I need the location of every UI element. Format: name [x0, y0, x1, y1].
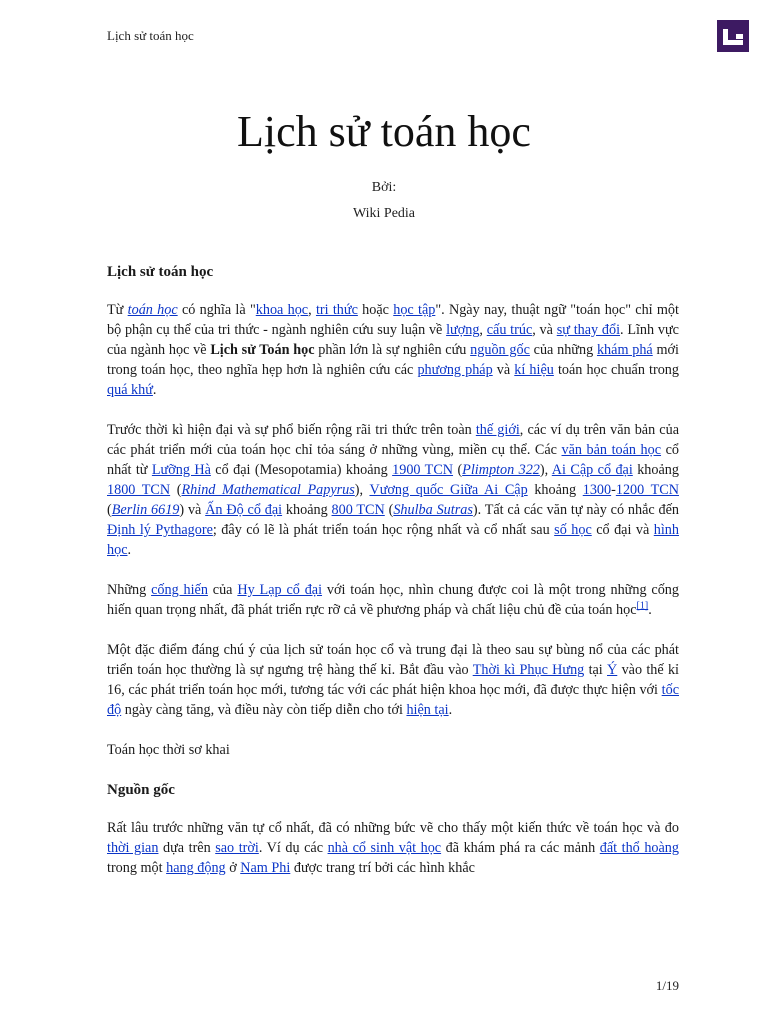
- link-toc-do[interactable]: tốc độ: [107, 682, 679, 718]
- paragraph-intro: Từ toán học có nghĩa là "khoa học, tri thức hoặc học tập". Ngày nay, thuật ngữ "toán học" chỉ một bộ phận cụ thể của tri thức - ngành nghiên cứu suy luận về lượng, cấu trúc, và sự thay đổi. Lĩnh vực của ngành học về Lịch sử Toán học phần lớn là sự nghiên cứu nguồn gốc của những khám phá mới trong toán học, theo nghĩa hẹp hơn là nghiên cứu các phương pháp và kí hiệu toán học chuẩn trong quá khứ.: [107, 302, 679, 398]
- link-sao-troi[interactable]: sao trời: [215, 840, 259, 856]
- link-plimpton[interactable]: Plimpton 322: [462, 462, 540, 478]
- link-kham-pha[interactable]: khám phá: [596, 342, 653, 358]
- link-cong-hien[interactable]: cống hiến: [151, 582, 208, 598]
- footnote-ref[interactable]: [1]: [636, 600, 649, 612]
- subsection-label: Toán học thời sơ khai: [107, 742, 230, 758]
- header-doc-title: Lịch sử toán học: [107, 28, 194, 43]
- link-ai-cap[interactable]: Ai Cập cổ đại: [551, 462, 633, 478]
- link-1900-tcn[interactable]: 1900 TCN: [392, 462, 454, 478]
- link-tri-thuc[interactable]: tri thức: [315, 302, 358, 318]
- link-qua-khu[interactable]: quá khứ: [107, 382, 153, 398]
- link-1200-tcn[interactable]: 1200 TCN: [615, 482, 679, 498]
- scribd-logo-icon[interactable]: [717, 20, 749, 52]
- link-hy-lap[interactable]: Hy Lạp cổ đại: [237, 582, 323, 598]
- link-phuc-hung[interactable]: Thời kì Phục Hưng: [472, 662, 585, 678]
- article-body: [107, 262, 679, 898]
- link-phuong-phap[interactable]: phương pháp: [417, 362, 493, 378]
- link-nha-co-sinh[interactable]: nhà cổ sinh vật học: [327, 840, 442, 856]
- link-toan-hoc[interactable]: toán học: [127, 302, 178, 318]
- paragraph-renaissance: Một đặc điểm đáng chú ý của lịch sử toán học cổ và trung đại là theo sau sự bùng nổ của các phát triển toán học thường là sự ngưng trệ hàng thế kỉ. Bắt đầu vào Thời kì Phục Hưng tại Ý vào thế kỉ 16, các phát triển toán học mới, tương tác với các phát hiện khoa học mới, đã được thực hiện với tốc độ ngày càng tăng, và điều này còn tiếp diễn cho tới hiện tại.: [107, 642, 679, 718]
- link-y[interactable]: Ý: [607, 662, 618, 678]
- link-800-tcn[interactable]: 800 TCN: [331, 502, 385, 518]
- section-heading-origin: Nguồn gốc: [107, 782, 175, 798]
- paragraph-greek: Những cống hiến của Hy Lạp cổ đại với toán học, nhìn chung được coi là một trong những cống hiến quan trọng nhất, đã phát triển rực rỡ cả về phương pháp và chất liệu chủ đề của toán học[1].: [107, 582, 679, 618]
- link-luong-ha[interactable]: Lưỡng Hà: [151, 462, 211, 478]
- link-pythagore[interactable]: Định lý Pythagore: [107, 522, 213, 538]
- link-su-thay-doi[interactable]: sự thay đổi: [556, 322, 621, 338]
- link-1300[interactable]: 1300: [582, 482, 612, 498]
- link-ki-hieu[interactable]: kí hiệu: [514, 362, 554, 378]
- byline-author: Wiki Pedia: [352, 206, 416, 221]
- link-hinh-hoc[interactable]: hình học: [107, 522, 679, 558]
- link-an-do[interactable]: Ấn Độ cổ đại: [205, 502, 283, 518]
- link-hoc-tap[interactable]: học tập: [393, 302, 436, 318]
- page-title: Lịch sử toán học: [237, 107, 531, 156]
- link-van-ban-toan-hoc[interactable]: văn bản toán học: [561, 442, 662, 458]
- link-luong[interactable]: lượng: [446, 322, 480, 338]
- section-heading: Lịch sử toán học: [107, 264, 214, 280]
- link-vuong-quoc[interactable]: Vương quốc Giữa Ai Cập: [369, 482, 528, 498]
- byline-label: Bởi:: [371, 180, 397, 195]
- link-rhind[interactable]: Rhind Mathematical Papyrus: [181, 482, 355, 498]
- link-1800-tcn[interactable]: 1800 TCN: [107, 482, 171, 498]
- paragraph-ancient-texts: Trước thời kì hiện đại và sự phổ biến rộng rãi tri thức trên toàn thế giới, các ví dụ trên văn bản của các phát triển mới của toán học chỉ tỏa sáng ở những vùng, miền cụ thể. Các văn bản toán học cổ nhất từ Lưỡng Hà cổ đại (Mesopotamia) khoảng 1900 TCN (Plimpton 322), Ai Cập cổ đại khoảng 1800 TCN (Rhind Mathematical Papyrus), Vương quốc Giữa Ai Cập khoảng 1300-1200 TCN (Berlin 6619) và Ấn Độ cổ đại khoảng 800 TCN (Shulba Sutras). Tất cả các văn tự này có nhắc đến Định lý Pythagore; đây có lẽ là phát triển toán học rộng nhất và cổ nhất sau số học cổ đại và hình học.: [107, 422, 679, 558]
- paragraph-origin: Rất lâu trước những văn tự cổ nhất, đã có những bức vẽ cho thấy một kiến thức về toán học và đo thời gian dựa trên sao trời. Ví dụ các nhà cổ sinh vật học đã khám phá ra các mảnh đất thổ hoàng trong một hang động ở Nam Phi được trang trí bởi các hình khắc: [107, 820, 679, 876]
- link-dat-tho-hoang[interactable]: đất thổ hoàng: [599, 840, 679, 856]
- link-hien-tai[interactable]: hiện tại: [406, 702, 449, 718]
- link-nguon-goc[interactable]: nguồn gốc: [470, 342, 530, 358]
- link-nam-phi[interactable]: Nam Phi: [240, 860, 291, 876]
- link-khoa-hoc[interactable]: khoa học: [255, 302, 309, 318]
- link-thoi-gian[interactable]: thời gian: [107, 840, 159, 856]
- link-so-hoc[interactable]: số học: [554, 522, 592, 538]
- link-berlin[interactable]: Berlin 6619: [111, 502, 180, 518]
- bold-term: Lịch sử Toán học: [210, 342, 315, 358]
- link-shulba[interactable]: Shulba Sutras: [393, 502, 473, 518]
- link-the-gioi[interactable]: thế giới: [475, 422, 520, 438]
- link-hang-dong[interactable]: hang động: [166, 860, 226, 876]
- link-cau-truc[interactable]: cấu trúc: [486, 322, 533, 338]
- page-number: 1/19: [655, 978, 679, 993]
